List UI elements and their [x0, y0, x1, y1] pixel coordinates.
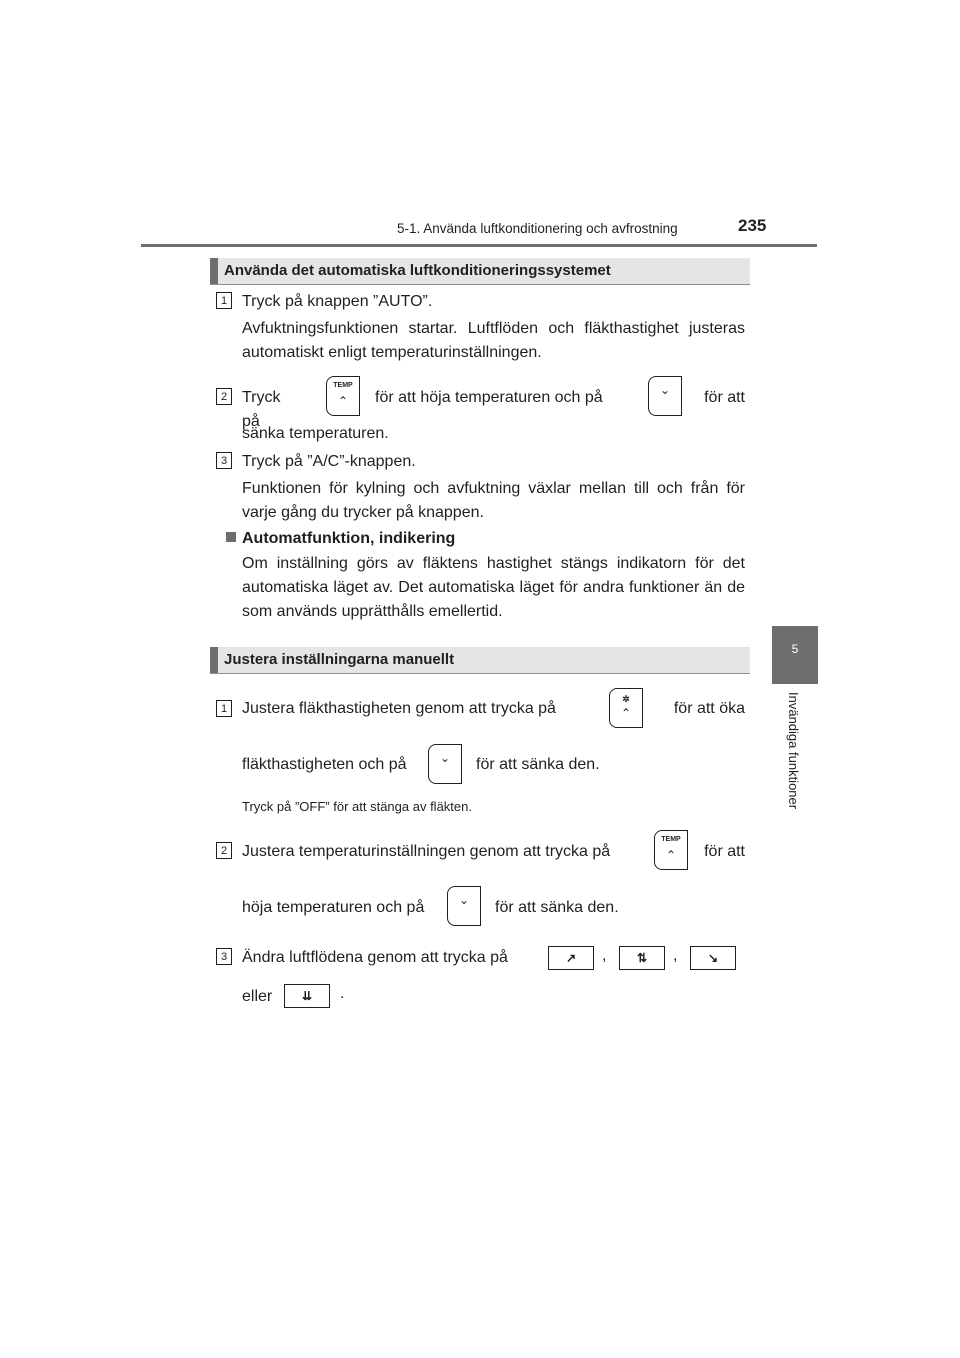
- fan-icon: ✲: [622, 694, 630, 704]
- step-text: Justera fläkthastigheten genom att trycka på: [242, 700, 556, 717]
- temp-up-button-icon: [326, 376, 360, 416]
- bullet-square-icon: [226, 532, 236, 542]
- fan-up-button-icon: [609, 688, 643, 728]
- step-number: 3: [216, 452, 232, 469]
- step-text: Tryck på: [242, 389, 281, 430]
- subheading: Automatfunktion, indikering: [242, 530, 456, 547]
- temp-label: TEMP: [661, 836, 681, 843]
- step-text: för att sänka den.: [495, 899, 619, 916]
- chevron-down-icon: ⌄: [439, 751, 451, 765]
- chevron-up-icon: ⌃: [665, 848, 677, 862]
- chapter-tab: 5: [772, 626, 818, 684]
- airflow-feet-defrost-icon: ⇊: [284, 984, 330, 1008]
- chevron-down-icon: ⌄: [659, 383, 671, 397]
- step-text: Avfuktningsfunktionen startar. Luftflöden och fläkthastighet justeras automatiskt enligt temperaturinställningen.: [242, 320, 745, 361]
- chapter-side-label: Invändiga funktioner: [786, 692, 801, 810]
- paragraph: Om inställning görs av fläktens hastighet stängs indikatorn för det automatiska läget av. Det automatiska läget för andra funktioner än de som används upprätthålls emellertid.: [242, 555, 745, 620]
- step-text: för att sänka den.: [476, 756, 600, 773]
- header-rule: [141, 244, 817, 247]
- step-text: för att: [704, 843, 745, 860]
- section-heading-text: Justera inställningarna manuellt: [224, 651, 455, 668]
- temp-label: TEMP: [333, 382, 353, 389]
- step-number: 3: [216, 948, 232, 965]
- step-text: Funktionen för kylning och avfuktning växlar mellan till och från för varje gång du trycker på knappen.: [242, 480, 745, 521]
- page-number: 235: [738, 216, 767, 235]
- airflow-face-icon: ↗: [548, 946, 594, 970]
- temp-up-button-icon: [654, 830, 688, 870]
- step-text: fläkthastigheten och på: [242, 756, 407, 773]
- comma: ,: [602, 947, 607, 964]
- airflow-bilevel-icon: ⇅: [619, 946, 665, 970]
- step-text: för att höja temperaturen och på: [375, 389, 603, 406]
- chevron-up-icon: ⌃: [620, 706, 632, 720]
- step-text: för att öka: [673, 700, 745, 717]
- chapter-title: 5-1. Använda luftkonditionering och avfrostning: [397, 221, 678, 236]
- note-text: Tryck på ”OFF” för att stänga av fläkten.: [242, 799, 472, 814]
- airflow-feet-icon: ↘: [690, 946, 736, 970]
- step-text: Ändra luftflödena genom att trycka på: [242, 949, 508, 966]
- step-text: eller: [242, 988, 273, 1005]
- period: .: [340, 985, 345, 1002]
- temp-down-button-icon: [447, 886, 481, 926]
- step-number: 1: [216, 292, 232, 309]
- step-text: Tryck på ”A/C”-knappen.: [242, 453, 416, 470]
- chevron-down-icon: ⌄: [458, 893, 470, 907]
- section-heading-auto: [210, 258, 750, 285]
- step-text: Tryck på knappen ”AUTO”.: [242, 293, 433, 310]
- step-text: för att: [704, 389, 745, 406]
- step-number: 1: [216, 700, 232, 717]
- section-heading-text: Använda det automatiska luftkonditioneringssystemet: [224, 262, 611, 279]
- temp-down-button-icon: [648, 376, 682, 416]
- step-text: sänka temperaturen.: [242, 425, 389, 442]
- comma: ,: [673, 947, 678, 964]
- section-heading-manual: [210, 647, 750, 674]
- fan-down-button-icon: [428, 744, 462, 784]
- chevron-up-icon: ⌃: [337, 394, 349, 408]
- step-text: höja temperaturen och på: [242, 899, 425, 916]
- step-number: 2: [216, 842, 232, 859]
- step-text: Justera temperaturinställningen genom att trycka på: [242, 843, 611, 860]
- step-number: 2: [216, 388, 232, 405]
